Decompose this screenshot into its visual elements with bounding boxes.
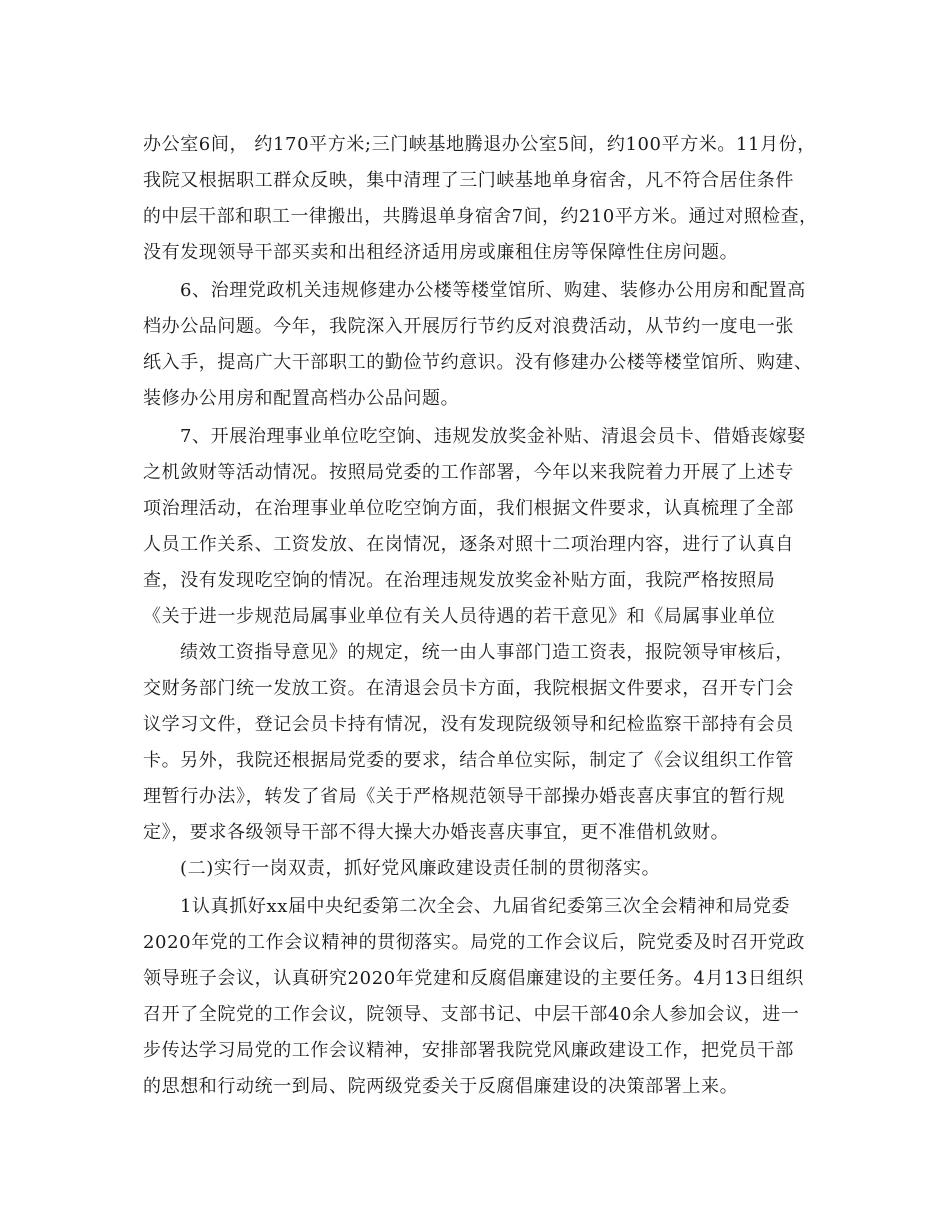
text-line-17: 议学习文件，登记会员卡持有情况，没有发现院级领导和纪检监察干部持有会员 — [143, 714, 794, 735]
text-line-12: 人员工作关系、工资发放、在岗情况，逐条对照十二项治理内容，进行了认真自 — [143, 534, 794, 555]
text-line-2: 我院又根据职工群众反映，集中清理了三门峡基地单身宿舍，凡不符合居住条件 — [143, 170, 794, 191]
text-line-18: 卡。另外，我院还根据局党委的要求，结合单位实际，制定了《会议组织工作管 — [143, 750, 794, 771]
text-line-20: 定》，要求各级领导干部不得大操大办婚丧喜庆事宜，更不准借机敛财。 — [143, 822, 730, 843]
text-line-14: 《关于进一步规范局属事业单位有关人员待遇的若干意见》和《局属事业单位 — [143, 606, 776, 627]
text-line-13: 查，没有发现吃空饷的情况。在治理违规发放奖金补贴方面，我院严格按照局 — [143, 570, 776, 591]
text-line-11: 项治理活动，在治理事业单位吃空饷方面，我们根据文件要求，认真梳理了全部 — [143, 498, 794, 519]
text-line-21: (二)实行一岗双责，抓好党风廉政建设责任制的贯彻落实。 — [180, 858, 661, 879]
text-line-23: 2020年党的工作会议精神的贯彻落实。局党的工作会议后，院党委及时召开党政 — [143, 932, 806, 953]
text-line-15: 绩效工资指导意见》的规定，统一由人事部门造工资表，报院领导审核后， — [180, 642, 794, 663]
text-line-5: 6、治理党政机关违规修建办公楼等楼堂馆所、购建、装修办公用房和配置高 — [180, 280, 806, 301]
text-line-26: 步传达学习局党的工作会议精神，安排部署我院党风廉政建设工作，把党员干部 — [143, 1040, 794, 1061]
text-line-19: 理暂行办法》，转发了省局《关于严格规范领导干部操办婚丧喜庆事宜的暂行规 — [143, 786, 785, 807]
text-line-24: 领导班子会议，认真研究2020年党建和反腐倡廉建设的主要任务。4月13日组织 — [143, 968, 804, 989]
text-line-22: 1认真抓好xx届中央纪委第二次全会、九届省纪委第三次全会精神和局党委 — [180, 896, 791, 917]
text-line-16: 交财务部门统一发放工资。在清退会员卡方面，我院根据文件要求，召开专门会 — [143, 678, 794, 699]
text-line-4: 没有发现领导干部买卖和出租经济适用房或廉租住房等保障性住房问题。 — [143, 242, 739, 263]
text-line-9: 7、开展治理事业单位吃空饷、违规发放奖金补贴、清退会员卡、借婚丧嫁娶 — [180, 426, 806, 447]
text-line-25: 召开了全院党的工作会议，院领导、支部书记、中层干部40余人参加会议，进一 — [143, 1004, 800, 1025]
text-line-3: 的中层干部和职工一律搬出，共腾退单身宿舍7间，约210平方米。通过对照检查， — [143, 206, 818, 227]
text-line-6: 档办公品问题。今年，我院深入开展厉行节约反对浪费活动，从节约一度电一张 — [143, 316, 794, 337]
text-line-27: 的思想和行动统一到局、院两级党委关于反腐倡廉建设的决策部署上来。 — [143, 1076, 739, 1097]
text-line-8: 装修办公用房和配置高档办公品问题。 — [143, 388, 460, 409]
text-line-10: 之机敛财等活动情况。按照局党委的工作部署，今年以来我院着力开展了上述专 — [143, 462, 794, 483]
text-line-1: 办公室6间， 约170平方米;三门峡基地腾退办公室5间，约100平方米。11月份， — [143, 134, 816, 155]
text-line-7: 纸入手，提高广大干部职工的勤俭节约意识。没有修建办公楼等楼堂馆所、购建、 — [143, 352, 813, 373]
